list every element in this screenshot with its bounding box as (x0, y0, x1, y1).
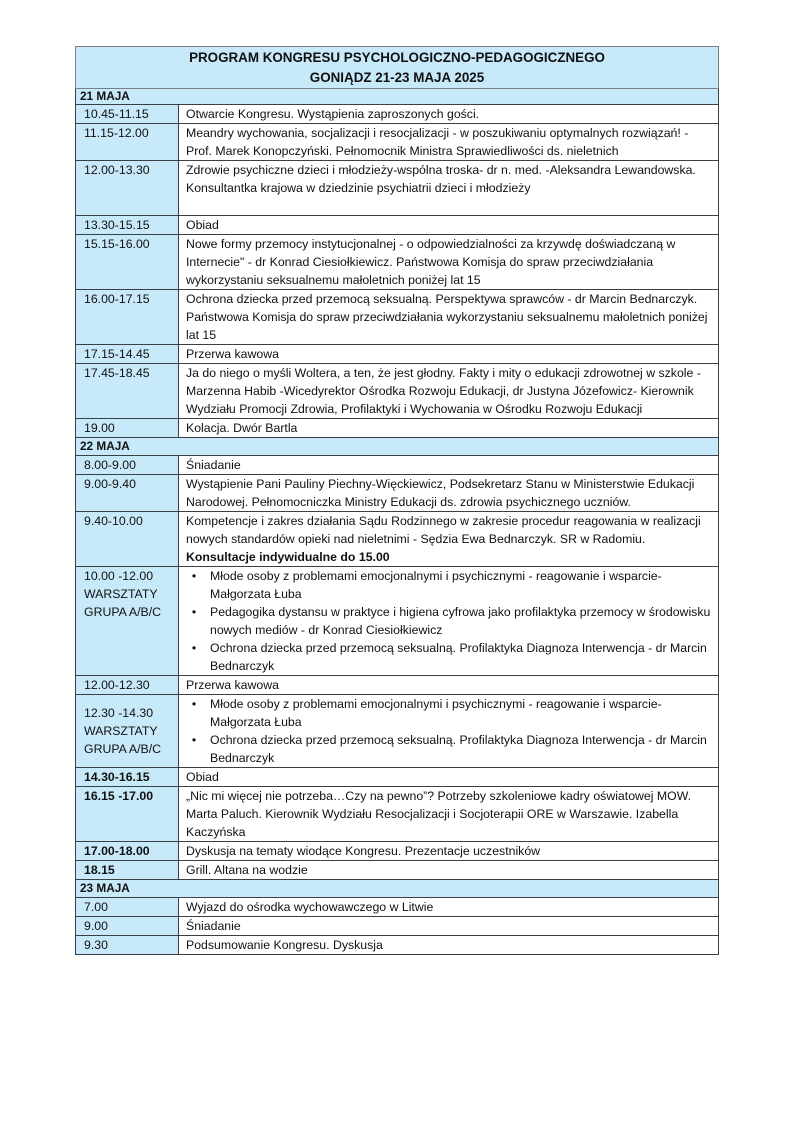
time-cell: 10.45-11.15 (76, 105, 179, 124)
time-cell: 7.00 (76, 898, 179, 917)
description-cell: Grill. Altana na wodzie (179, 861, 719, 880)
bullet-icon: • (191, 733, 197, 747)
time-cell: 12.00-13.30 (76, 161, 179, 216)
description-cell: Wystąpienie Pani Pauliny Piechny-Więckiewicz, Podsekretarz Stanu w Ministerstwie Edukacji Narodowej. Pełnomocniczka Ministry Edukacji ds. zdrowia psychicznego uczniów. (179, 475, 719, 512)
bullet-icon: • (191, 641, 197, 655)
description-cell: Ochrona dziecka przed przemocą seksualną. Perspektywa sprawców - dr Marcin Bednarczyk. Państwowa Komisja do spraw przeciwdziałania wykorzystaniu seksualnemu małoletnich poniżej lat 15 (179, 290, 719, 345)
title-cell (76, 47, 719, 89)
day-label: 22 MAJA (76, 438, 719, 456)
description-cell: Obiad (179, 216, 719, 235)
time-range: 12.30 -14.30 (84, 706, 154, 720)
description-cell: Wyjazd do ośrodka wychowawczego w Litwie (179, 898, 719, 917)
time-range: 10.00 -12.00 (84, 569, 154, 583)
schedule-row (76, 456, 719, 475)
time-cell: 15.15-16.00 (76, 235, 179, 290)
time-cell: 18.15 (76, 861, 179, 880)
description-cell: Obiad (179, 768, 719, 787)
description-text: Zdrowie psychiczne dzieci i młodzieży-wspólna troska- dr n. med. -Aleksandra Lewandowska. Konsultantka krajowa w dziedzinie psychiatrii dzieci i młodzieży (186, 163, 696, 195)
schedule-row (76, 768, 719, 787)
schedule-row (76, 898, 719, 917)
description-text: Kompetencje i zakres działania Sądu Rodzinnego w zakresie procedur reagowania w realizacji nowych standardów opieki nad nieletnimi - Sędzia Ewa Bednarczyk. SR w Radomiu. (186, 514, 701, 546)
description-cell: Przerwa kawowa (179, 676, 719, 695)
description-cell: Podsumowanie Kongresu. Dyskusja (179, 936, 719, 955)
time-cell: 9.00-9.40 (76, 475, 179, 512)
consultation-note: Konsultacje indywidualne do 15.00 (186, 550, 390, 564)
time-cell: 9.40-10.00 (76, 512, 179, 567)
description-cell (179, 161, 719, 216)
workshop-item-text: Pedagogika dystansu w praktyce i higiena cyfrowa jako profilaktyka przemocy w środowisku nowych mediów - dr Konrad Ciesiołkiewicz (210, 605, 711, 637)
time-cell: 9.30 (76, 936, 179, 955)
workshop-item (186, 731, 714, 767)
document-title-line1: PROGRAM KONGRESU PSYCHOLOGICZNO-PEDAGOGICZNEGO (189, 50, 605, 65)
schedule-row (76, 512, 719, 567)
workshop-row (76, 695, 719, 768)
day-header-row (76, 438, 719, 456)
schedule-row (76, 105, 719, 124)
workshop-item-text: Ochrona dziecka przed przemocą seksualną. Profilaktyka Diagnoza Interwencja - dr Marcin Bednarczyk (210, 733, 707, 765)
title-row (76, 47, 719, 89)
schedule-row (76, 216, 719, 235)
time-cell (76, 567, 179, 676)
day-label: 23 MAJA (76, 880, 719, 898)
description-cell: „Nic mi więcej nie potrzeba…Czy na pewno”? Potrzeby szkoleniowe kadry oświatowej MOW. Marta Paluch. Kierownik Wydziału Resocjalizacji i Socjoterapii ORE w Warszawie. Izabella Kaczyńska (179, 787, 719, 842)
workshop-row (76, 567, 719, 676)
time-cell: 14.30-16.15 (76, 768, 179, 787)
workshop-list-cell (179, 567, 719, 676)
workshop-item (186, 603, 714, 639)
schedule-row (76, 842, 719, 861)
workshop-item (186, 695, 714, 731)
program-page (75, 46, 718, 955)
group-label: GRUPA A/B/C (84, 742, 161, 756)
description-cell: Nowe formy przemocy instytucjonalnej - o odpowiedzialności za krzywdę doświadczaną w Internecie" - dr Konrad Ciesiołkiewicz. Państwowa Komisja do spraw przeciwdziałania wykorzystaniu seksualnemu małoletnich poniżej lat 15 (179, 235, 719, 290)
description-cell (179, 512, 719, 567)
program-table (75, 46, 719, 955)
schedule-row (76, 235, 719, 290)
workshop-item-text: Młode osoby z problemami emocjonalnymi i psychicznymi - reagowanie i wsparcie- Małgorzata Łuba (210, 569, 662, 601)
bullet-icon: • (191, 697, 197, 711)
workshop-item-text: Ochrona dziecka przed przemocą seksualną. Profilaktyka Diagnoza Interwencja - dr Marcin Bednarczyk (210, 641, 707, 673)
group-label: GRUPA A/B/C (84, 605, 161, 619)
description-cell: Ja do niego o myśli Woltera, a ten, że jest głodny. Fakty i mity o edukacji zdrowotnej w szkole - Marzenna Habib -Wicedyrektor Ośrodka Rozwoju Edukacji, dr Justyna Józefowicz- Kierownik Wydziału Promocji Zdrowia, Profilaktyki i Wychowania w Ośrodku Rozwoju Edukacji (179, 364, 719, 419)
time-cell: 17.00-18.00 (76, 842, 179, 861)
workshop-item-text: Młode osoby z problemami emocjonalnymi i psychicznymi - reagowanie i wsparcie- Małgorzata Łuba (210, 697, 662, 729)
workshop-item (186, 639, 714, 675)
description-cell: Przerwa kawowa (179, 345, 719, 364)
time-cell: 19.00 (76, 419, 179, 438)
time-cell: 11.15-12.00 (76, 124, 179, 161)
workshop-label: WARSZTATY (84, 724, 158, 738)
blank-line (186, 197, 714, 215)
workshop-list (186, 695, 714, 767)
schedule-row (76, 161, 719, 216)
day-header-row (76, 880, 719, 898)
time-cell: 8.00-9.00 (76, 456, 179, 475)
schedule-row (76, 936, 719, 955)
schedule-row (76, 861, 719, 880)
schedule-row (76, 676, 719, 695)
description-cell: Meandry wychowania, socjalizacji i resocjalizacji - w poszukiwaniu optymalnych rozwiązań! - Prof. Marek Konopczyński. Pełnomocnik Ministra Sprawiedliwości ds. nieletnich (179, 124, 719, 161)
time-cell: 16.15 -17.00 (76, 787, 179, 842)
bullet-icon: • (191, 569, 197, 583)
workshop-item (186, 567, 714, 603)
schedule-row (76, 290, 719, 345)
workshop-list (186, 567, 714, 675)
time-cell: 13.30-15.15 (76, 216, 179, 235)
time-cell: 17.45-18.45 (76, 364, 179, 419)
day-label: 21 MAJA (76, 89, 719, 105)
time-cell: 9.00 (76, 917, 179, 936)
schedule-row (76, 419, 719, 438)
time-cell: 12.00-12.30 (76, 676, 179, 695)
schedule-row (76, 787, 719, 842)
time-cell: 17.15-14.45 (76, 345, 179, 364)
schedule-row (76, 124, 719, 161)
schedule-row (76, 917, 719, 936)
day-header-row (76, 89, 719, 105)
workshop-list-cell (179, 695, 719, 768)
description-cell: Dyskusja na tematy wiodące Kongresu. Prezentacje uczestników (179, 842, 719, 861)
schedule-row (76, 364, 719, 419)
time-cell: 16.00-17.15 (76, 290, 179, 345)
workshop-label: WARSZTATY (84, 587, 158, 601)
document-title-line2: GONIĄDZ 21-23 MAJA 2025 (309, 70, 485, 85)
description-cell: Otwarcie Kongresu. Wystąpienia zaproszonych gości. (179, 105, 719, 124)
bullet-icon: • (191, 605, 197, 619)
description-cell: Kolacja. Dwór Bartla (179, 419, 719, 438)
schedule-row (76, 475, 719, 512)
time-cell (76, 695, 179, 768)
description-cell: Śniadanie (179, 456, 719, 475)
description-cell: Śniadanie (179, 917, 719, 936)
schedule-row (76, 345, 719, 364)
